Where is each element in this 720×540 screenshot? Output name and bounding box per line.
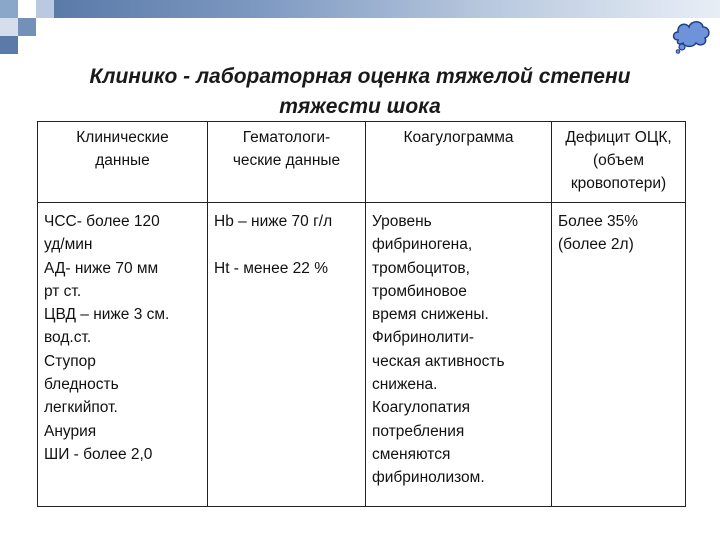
corner-square <box>0 36 18 54</box>
slide-title <box>40 62 680 122</box>
cell-line: вод.ст. <box>44 329 92 347</box>
hematology-data-cell <box>208 203 366 507</box>
header-cell <box>38 122 208 203</box>
cell-line: легкийпот. <box>44 399 118 417</box>
header-clinical: Клинические данные <box>76 129 169 169</box>
cell-line: уд/мин <box>44 236 93 254</box>
cell-line: ЦВД – ниже 3 см. <box>44 306 170 324</box>
cell-line: фибринолизом. <box>372 469 485 487</box>
cell-line: Ht - менее 22 % <box>214 259 328 277</box>
cell-line: тромбиновое <box>372 282 467 300</box>
cell-line: бледность <box>44 376 119 394</box>
cell-line: фибриногена, <box>372 236 473 254</box>
cell-line: потребления <box>372 422 465 440</box>
cell-line: Коагулопатия <box>372 399 470 417</box>
header-cell <box>552 122 686 203</box>
cloud-icon <box>670 14 712 54</box>
corner-square <box>18 18 36 36</box>
coagulogram-data-cell <box>366 203 552 507</box>
header-gradient-bar <box>54 0 720 18</box>
corner-square <box>18 0 36 18</box>
cell-line: Более 35% <box>558 213 639 230</box>
bcv-deficit-data-cell <box>552 203 686 507</box>
header-cell <box>208 122 366 203</box>
cell-line: ЧСС- более 120 <box>44 213 160 230</box>
header-hematology: Гематологи- ческие данные <box>232 129 341 169</box>
title-line-1: Клинико - лабораторная оценка тяжелой степени <box>89 65 631 88</box>
table-header-row <box>38 122 686 203</box>
cell-line: Уровень <box>372 213 432 230</box>
cell-line: АД- ниже 70 мм <box>44 259 159 277</box>
cell-line: тромбоцитов, <box>372 259 470 277</box>
corner-square <box>36 0 54 18</box>
header-coagulogram: Коагулограмма <box>403 129 514 146</box>
shock-assessment-table <box>37 121 686 507</box>
corner-square <box>0 0 18 18</box>
cell-line: Ступор <box>44 352 96 370</box>
header-cell <box>366 122 552 203</box>
cell-line: Фибринолити- <box>372 329 475 347</box>
table-body-row <box>38 203 686 507</box>
cell-line: ческая активность <box>372 352 505 370</box>
cell-line: рт ст. <box>44 282 82 300</box>
cell-line: снижена. <box>372 376 438 394</box>
title-line-2: тяжести шока <box>279 95 441 118</box>
cell-line: (более 2л) <box>558 236 634 254</box>
cell-line <box>214 233 361 256</box>
cell-line: Hb – ниже 70 г/л <box>214 213 333 230</box>
corner-square <box>0 18 18 36</box>
cell-line: время снижены. <box>372 306 489 324</box>
cell-line: сменяются <box>372 445 451 463</box>
cell-line: ШИ - более 2,0 <box>44 445 153 463</box>
clinical-data-cell <box>38 203 208 507</box>
cell-line: Анурия <box>44 422 97 440</box>
header-bcv-deficit: Дефицит ОЦК, (объем кровопотери) <box>565 129 672 192</box>
